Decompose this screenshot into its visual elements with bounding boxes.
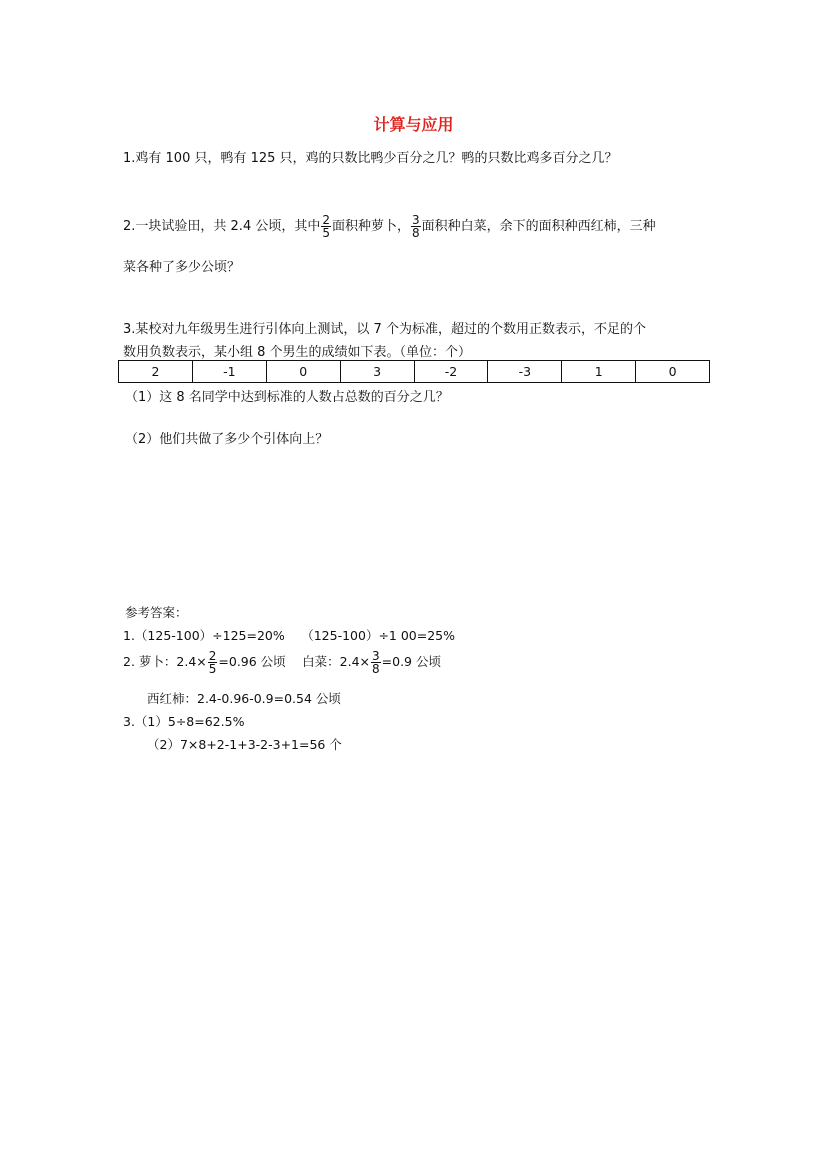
a2-text-end: =0.9 公顷 — [381, 654, 441, 669]
question-3-sub-2: （2）他们共做了多少个引体向上？ — [125, 432, 329, 447]
question-1: 1.鸡有 100 只，鸭有 125 只，鸡的只数比鸭少百分之几？鸭的只数比鸡多百分之几？ — [123, 151, 618, 166]
q2-fraction-2: $\frac{3}{8}$ — [412, 213, 420, 240]
a2-text-mid: =0.96 公顷 白菜：2.4× — [218, 654, 371, 669]
scores-table — [118, 360, 710, 383]
table-cell: 0 — [266, 361, 340, 383]
answer-3-part-1: 3.（1）5÷8=62.5% — [123, 714, 245, 729]
question-3-sub-1: （1）这 8 名同学中达到标准的人数占总数的百分之几？ — [125, 390, 449, 405]
answer-1: 1.（125-100）÷125=20% （125-100）÷1 00=25% — [123, 628, 456, 643]
question-3-line-1: 3.某校对九年级男生进行引体向上测试，以 7 个为标准，超过的个数用正数表示，不足的个 — [123, 322, 646, 337]
a2-fraction-2: $\frac{3}{8}$ — [372, 649, 380, 676]
question-2-line-2: 菜各种了多少公顷？ — [123, 260, 241, 275]
table-cell: 2 — [119, 361, 193, 383]
table-cell: -1 — [192, 361, 266, 383]
answer-2-line-1 — [123, 650, 441, 675]
table-cell: -2 — [414, 361, 488, 383]
a2-text-prefix: 2. 萝卜：2.4× — [123, 654, 207, 669]
q2-text-a: 2.一块试验田，共 2.4 公顷，其中 — [123, 219, 321, 234]
answers-heading: 参考答案： — [125, 605, 188, 620]
table-cell: 1 — [562, 361, 636, 383]
q2-text-b: 面积种萝卜， — [331, 219, 410, 234]
question-2-line-1 — [123, 214, 656, 239]
page-title: 计算与应用 — [373, 115, 454, 134]
a2-fraction-1: $\frac{2}{5}$ — [208, 649, 217, 676]
question-3-line-2: 数用负数表示，某小组 8 个男生的成绩如下表。（单位：个） — [123, 345, 472, 360]
q2-text-c: 面积种白菜，余下的面积种西红柿，三种 — [421, 219, 656, 234]
table-cell: 0 — [636, 361, 710, 383]
table-row — [119, 361, 710, 383]
answer-3-part-2: （2）7×8+2-1+3-2-3+1=56 个 — [147, 737, 342, 752]
table-cell: 3 — [340, 361, 414, 383]
q2-fraction-1: $\frac{2}{5}$ — [322, 213, 330, 240]
answer-2-line-2: 西红柿：2.4-0.96-0.9=0.54 公顷 — [147, 691, 341, 706]
table-cell: -3 — [488, 361, 562, 383]
